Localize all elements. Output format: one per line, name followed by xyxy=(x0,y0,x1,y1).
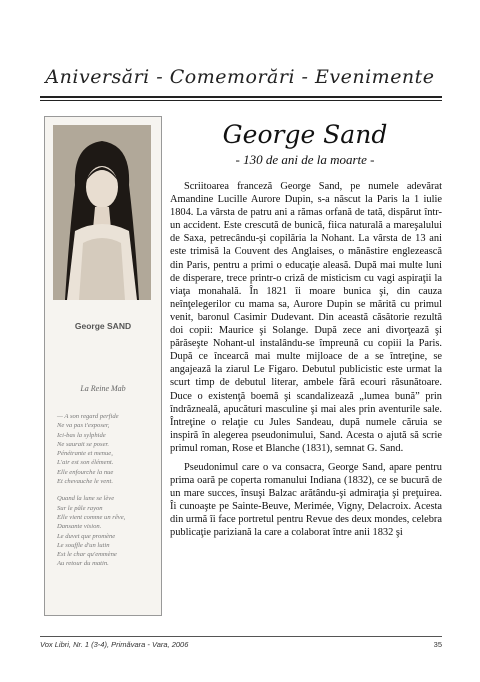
section-title: Aniversări - Comemorări - Evenimente xyxy=(45,66,435,88)
article-paragraph: Scriitoarea franceză George Sand, pe numele adevărat Amandine Lucille Aurore Dupin, s-a născut la Paris la 1 iulie 1804. La vârsta de patru ani a rămas orfană de tată, dispărut într-un accident. Este crescută de bunică, fiica naturală a mareşalului de Saxa, petrecându-şi copilăria la Nohant. La vârsta de 13 ani este trimisă la Couvent des Anglaises, o mănăstire englezească din Paris, pentru a primi o educaţie aleasă. După mai multe luni de disperare, trece printr-o criză de misticism cu vagi aspiraţii la viaţa monahală. În 1821 îi moare bunica şi, din cauza neînţelegerilor cu mama sa, Aurore Dupin se mărită cu primul venit, baronul Casimir Dudevant. Din această căsătorie rezultă doi copii: Maurice şi Solange. După zece ani divorţează şi părăseşte Nohant-ul instalându-se împreună cu copiii la Paris. După ce încearcă mai multe mijloace de a se întreţine, se angajează la ziarul Le Figaro. Debutul publicistic este urmat la scurt timp de debutul literar, ambele fără ecouri răsunătoare. Duce o existenţă boemă şi scandalizează „lumea bună” prin îndrăzneală, apucături masculine şi mai ales prin aventurile sale. Întreţine o relaţie cu Jules Sandeau, după numele căruia se inspiră în alegerea pseudonimului, Sand. Acesta o ajută să scrie primul roman, Rose et Blanche (1831), semnat G. Sand. xyxy=(170,181,442,454)
footer-rule xyxy=(40,636,442,637)
article-title: George Sand xyxy=(222,120,388,149)
portrait-drawing xyxy=(53,125,151,300)
poem-stanza: — A son regard perfide Ne va pas t'exposer, Ici-bas la sylphide Ne saurait se poser. Pénétrante et menue, L'air est son élément. Elle enfourche la nue Et chevauche le vent. xyxy=(57,413,119,486)
header-rule-thick xyxy=(40,96,442,98)
page-number: 35 xyxy=(433,640,442,649)
header-rule-thin xyxy=(40,100,442,101)
poem-title: La Reine Mab xyxy=(80,384,126,393)
sidebar-panel xyxy=(44,116,162,616)
article-body xyxy=(170,180,442,540)
publication-info: Vox Libri, Nr. 1 (3-4), Primăvara - Vara, 2006 xyxy=(40,640,189,649)
poem-stanza: Quand la lune se lève Sur le pâle rayon Elle vient comme un rêve, Dansante vision. Le duvet que promène Le souffle d'un lutin Est le char qu'emmène Au retour du matin. xyxy=(57,495,126,568)
section-header xyxy=(40,66,440,88)
portrait-caption: George SAND xyxy=(74,321,132,331)
page-footer xyxy=(40,640,442,649)
article-subtitle: - 130 de ani de la moarte - xyxy=(235,152,375,167)
article-paragraph: Pseudonimul care o va consacra, George Sand, apare pentru prima oară pe coperta romanului Indiana (1832), ce se bucură de un mare succes, însuşi Balzac arătându-şi admiraţia şi preţuirea. Îi cunoaşte pe Sainte-Beuve, Merimée, Vigny, Delacroix. Acesta din urmă îi face portretul pentru Revue des deux mondes, celebra publicaţie pariziană la care a colaborat între anii 1832 şi xyxy=(170,461,442,539)
poem-text xyxy=(57,412,159,577)
portrait-image xyxy=(53,125,151,300)
